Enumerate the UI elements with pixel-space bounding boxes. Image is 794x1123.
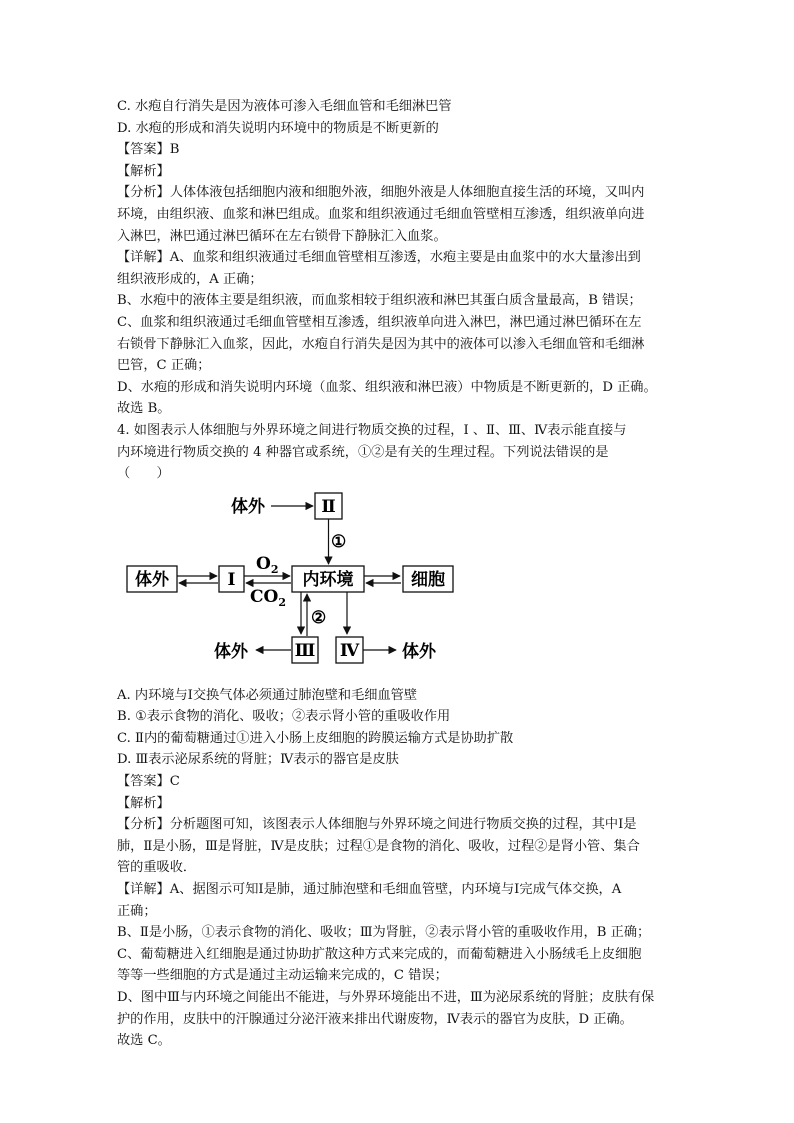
text-block-top <box>117 96 677 485</box>
analysis-heading: 【解析】 <box>117 795 170 811</box>
internal-environment-label: 内环境 <box>302 569 354 590</box>
answer-line: 【答案】B <box>117 142 180 158</box>
organ-4-label: Ⅳ <box>339 640 360 661</box>
answer-line: 【答案】C <box>117 774 180 790</box>
option-c-line: C. 水疱自行消失是因为液体可渗入毛细血管和毛细淋巴管 <box>117 99 452 114</box>
organ-1-label: Ⅰ <box>227 569 236 590</box>
analysis-line: 【分析】人体体液包括细胞内液和细胞外液，细胞外液是人体细胞直接生活的环境，又叫内 <box>117 185 645 201</box>
conclusion-line: 故选 B。 <box>117 401 171 417</box>
detail-line: 护的作用，皮肤中的汗腺通过分泌汗液来排出代谢废物，Ⅳ表示的器官为皮肤，D 正确。 <box>117 1011 633 1027</box>
top-outside-label: 体外 <box>231 496 265 517</box>
analysis-line: 环境，由组织液、血浆和淋巴组成。血浆和组织液通过毛细血管壁相互渗透，组织液单向进 <box>117 206 645 222</box>
organ-2-label: Ⅱ <box>321 496 336 517</box>
detail-line: 【详解】A、据图示可知Ⅰ是肺，通过肺泡壁和毛细血管壁，内环境与Ⅰ完成气体交换，A <box>117 882 622 898</box>
analysis-line: 入淋巴，淋巴通过淋巴循环在左右锁骨下静脉汇入血浆。 <box>117 228 447 244</box>
process-1-label: ① <box>331 531 347 552</box>
detail-line: C、葡萄糖进入红细胞是通过协助扩散这种方式来完成的，而葡萄糖进入小肠绒毛上皮细胞 <box>117 946 642 962</box>
left-outside-label: 体外 <box>135 569 169 590</box>
question-line: 内环境进行物质交换的 4 种器官或系统，①②是有关的生理过程。下列说法错误的是 <box>117 444 609 460</box>
detail-line: 等等一些细胞的方式是通过主动运输来完成的，C 错误； <box>117 968 448 984</box>
bottom-left-outside-label: 体外 <box>214 641 248 662</box>
option-c-line: C. Ⅱ内的葡萄糖通过①进入小肠上皮细胞的跨膜运输方式是协助扩散 <box>117 730 514 746</box>
detail-line: 正确； <box>117 903 157 919</box>
co2-label: $CO_2$ <box>250 586 286 609</box>
analysis-line: 【分析】分析题图可知，该图表示人体细胞与外界环境之间进行物质交换的过程，其中Ⅰ是 <box>117 817 637 833</box>
option-a-line: A. 内环境与Ⅰ交换气体必须通过肺泡壁和毛细血管壁 <box>117 687 418 703</box>
question-line: 4. 如图表示人体细胞与外界环境之间进行物质交换的过程，Ⅰ 、Ⅱ、Ⅲ、Ⅳ表示能直接与 <box>117 422 627 438</box>
analysis-line: 肺，Ⅱ是小肠，Ⅲ是肾脏，Ⅳ是皮肤；过程①是食物的消化、吸收，过程②是肾小管、集合 <box>117 838 640 854</box>
detail-line: 巴管，C 正确； <box>117 358 211 374</box>
organ-3-label: Ⅲ <box>294 640 316 661</box>
option-b-line: B. ①表示食物的消化、吸收；②表示肾小管的重吸收作用 <box>117 709 451 725</box>
conclusion-line: 故选 C。 <box>117 1033 171 1049</box>
document-page <box>117 96 677 1052</box>
cell-label: 细胞 <box>411 569 445 590</box>
question-blank: （ ） <box>117 466 170 482</box>
option-d-line: D. 水疱的形成和消失说明内环境中的物质是不断更新的 <box>117 120 439 136</box>
exchange-diagram <box>117 487 677 681</box>
process-2-label: ② <box>311 607 327 628</box>
detail-line: 组织液形成的，A 正确； <box>117 271 263 287</box>
text-block-bottom <box>117 685 677 1052</box>
detail-line: 【详解】A、血浆和组织液通过毛细血管壁相互渗透，水疱主要是由血浆中的水大量渗出到 <box>117 250 641 266</box>
analysis-line: 管的重吸收． <box>117 860 197 876</box>
o2-label: $O_2$ <box>256 553 279 576</box>
detail-line: B、水疱中的液体主要是组织液，而血浆相较于组织液和淋巴其蛋白质含量最高，B 错误； <box>117 293 642 309</box>
option-d-line: D. Ⅲ表示泌尿系统的肾脏；Ⅳ表示的器官是皮肤 <box>117 752 399 768</box>
detail-line: D、水疱的形成和消失说明内环境（血浆、组织液和淋巴液）中物质是不断更新的，D 正确。 <box>117 379 657 395</box>
analysis-heading: 【解析】 <box>117 163 170 179</box>
detail-line: 右锁骨下静脉汇入血浆，因此，水疱自行消失是因为其中的液体可以渗入毛细血管和毛细淋 <box>117 336 645 352</box>
detail-line: C、血浆和组织液通过毛细血管壁相互渗透，组织液单向进入淋巴，淋巴通过淋巴循环在左 <box>117 314 642 330</box>
detail-line: B、Ⅱ是小肠，①表示食物的消化、吸收；Ⅲ为肾脏，②表示肾小管的重吸收作用，B 正确； <box>117 925 651 941</box>
bottom-right-outside-label: 体外 <box>402 641 436 662</box>
detail-line: D、图中Ⅲ与内环境之间能出不能进，与外界环境能出不进，Ⅲ为泌尿系统的肾脏；皮肤有保 <box>117 990 655 1005</box>
